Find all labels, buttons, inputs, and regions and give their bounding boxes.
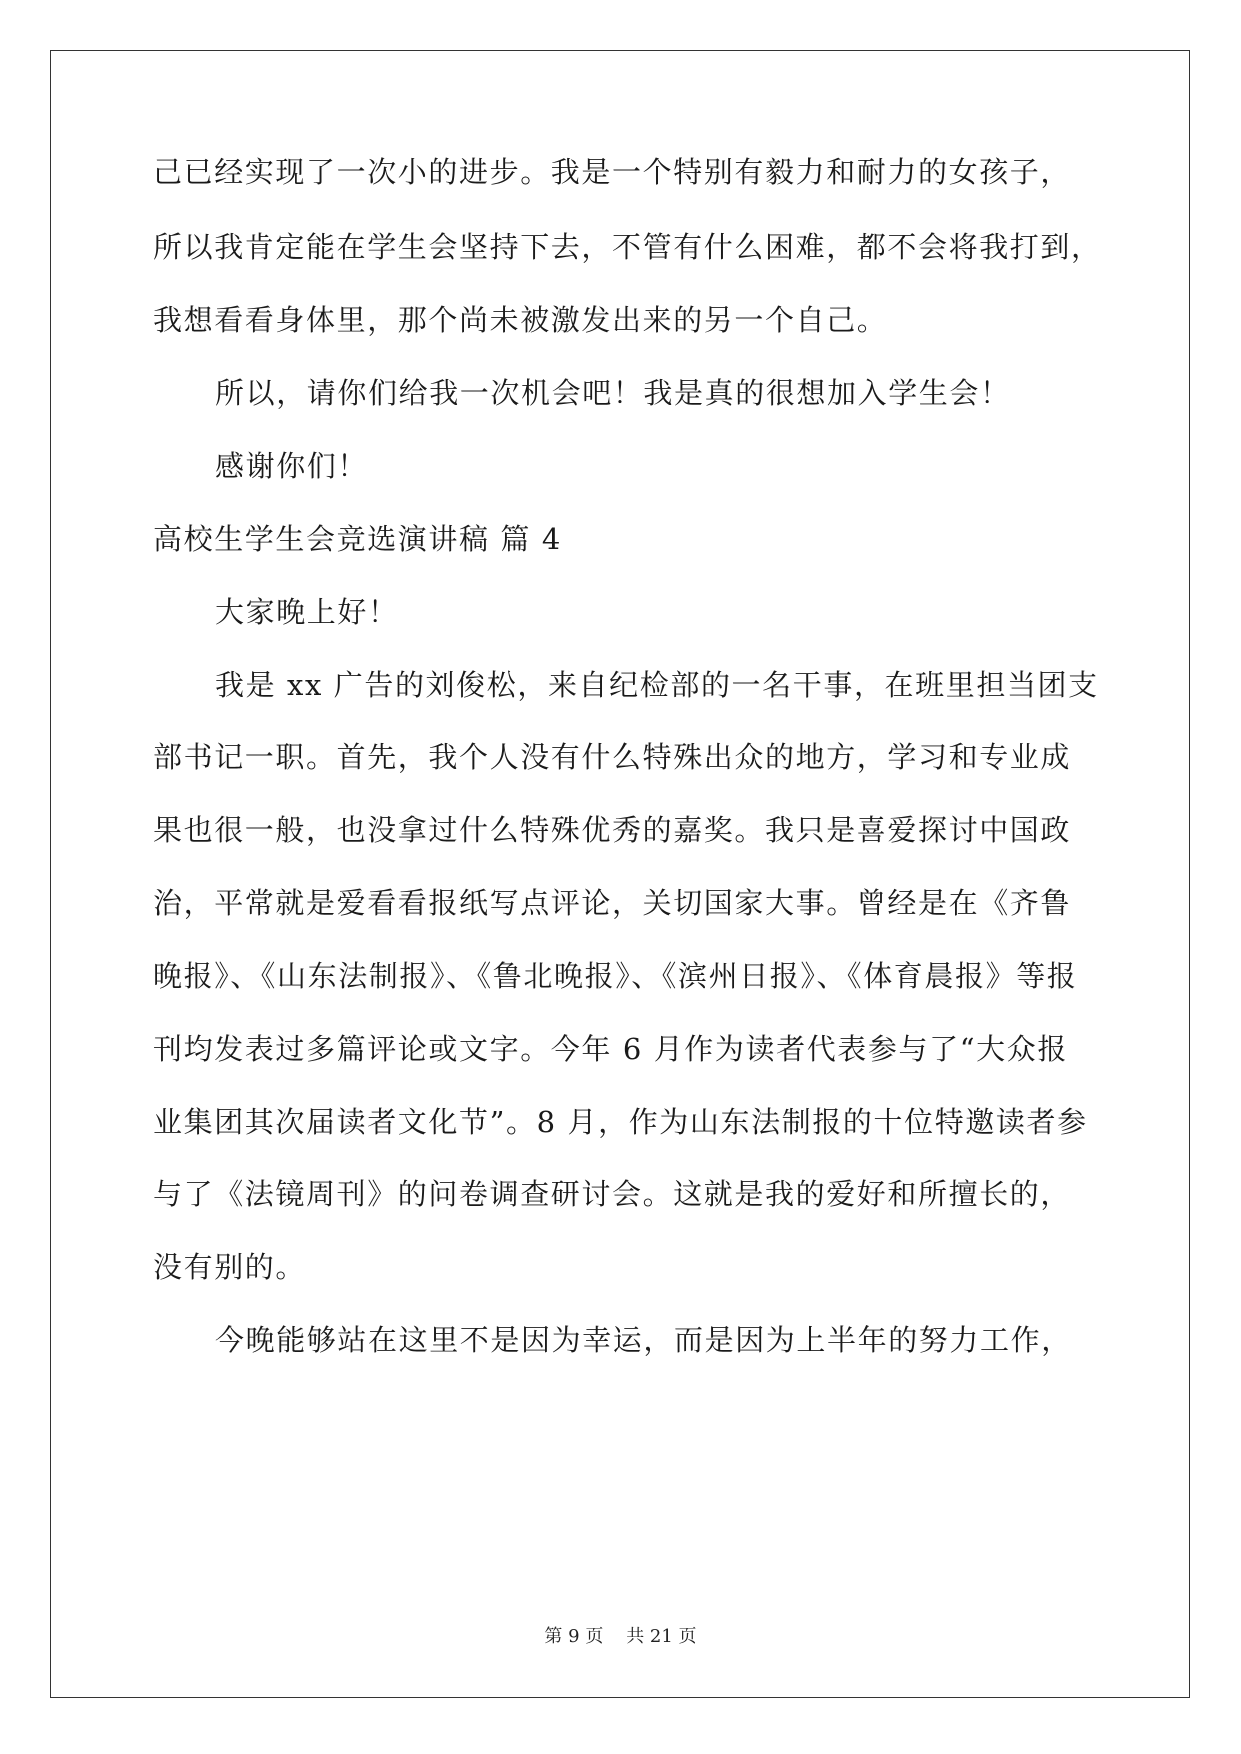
text-line-11: 治，平常就是爱看看报纸写点评论，关切国家大事。曾经是在《齐鲁 (153, 886, 1072, 920)
page-border (50, 50, 1190, 1698)
text-line-15: 与了《法镜周刊》的问卷调查研讨会。这就是我的爱好和所擅长的， (153, 1177, 1072, 1211)
text-line-9: 部书记一职。首先，我个人没有什么特殊出众的地方，学习和专业成 (153, 740, 1072, 774)
text-line-7: 大家晚上好！ (215, 595, 399, 629)
text-line-14: 业集团其次届读者文化节”。8 月，作为山东法制报的十位特邀读者参 (153, 1105, 1088, 1139)
text-line-4: 所以，请你们给我一次机会吧！我是真的很想加入学生会！ (215, 376, 1011, 410)
text-line-8: 我是 xx 广告的刘俊松，来自纪检部的一名干事，在班里担当团支 (215, 668, 1099, 702)
section-heading: 高校生学生会竞选演讲稿 篇 4 (153, 522, 562, 556)
text-line-5: 感谢你们！ (215, 449, 369, 483)
text-line-10: 果也很一般，也没拿过什么特殊优秀的嘉奖。我只是喜爱探讨中国政 (153, 813, 1072, 847)
text-line-3: 我想看看身体里，那个尚未被激发出来的另一个自己。 (153, 303, 888, 337)
text-line-16: 没有别的。 (153, 1250, 307, 1284)
text-line-12: 晚报》、《山东法制报》、《鲁北晚报》、《滨州日报》、《体育晨报》等报 (153, 959, 1078, 993)
text-line-17: 今晚能够站在这里不是因为幸运，而是因为上半年的努力工作， (215, 1323, 1072, 1357)
text-line-13: 刊均发表过多篇评论或文字。今年 6 月作为读者代表参与了“大众报 (153, 1032, 1068, 1066)
text-line-2: 所以我肯定能在学生会坚持下去，不管有什么困难，都不会将我打到， (153, 230, 1102, 264)
text-line-1: 己已经实现了一次小的进步。我是一个特别有毅力和耐力的女孩子， (153, 155, 1072, 189)
page-number-footer: 第 9 页 共 21 页 (544, 1626, 697, 1647)
